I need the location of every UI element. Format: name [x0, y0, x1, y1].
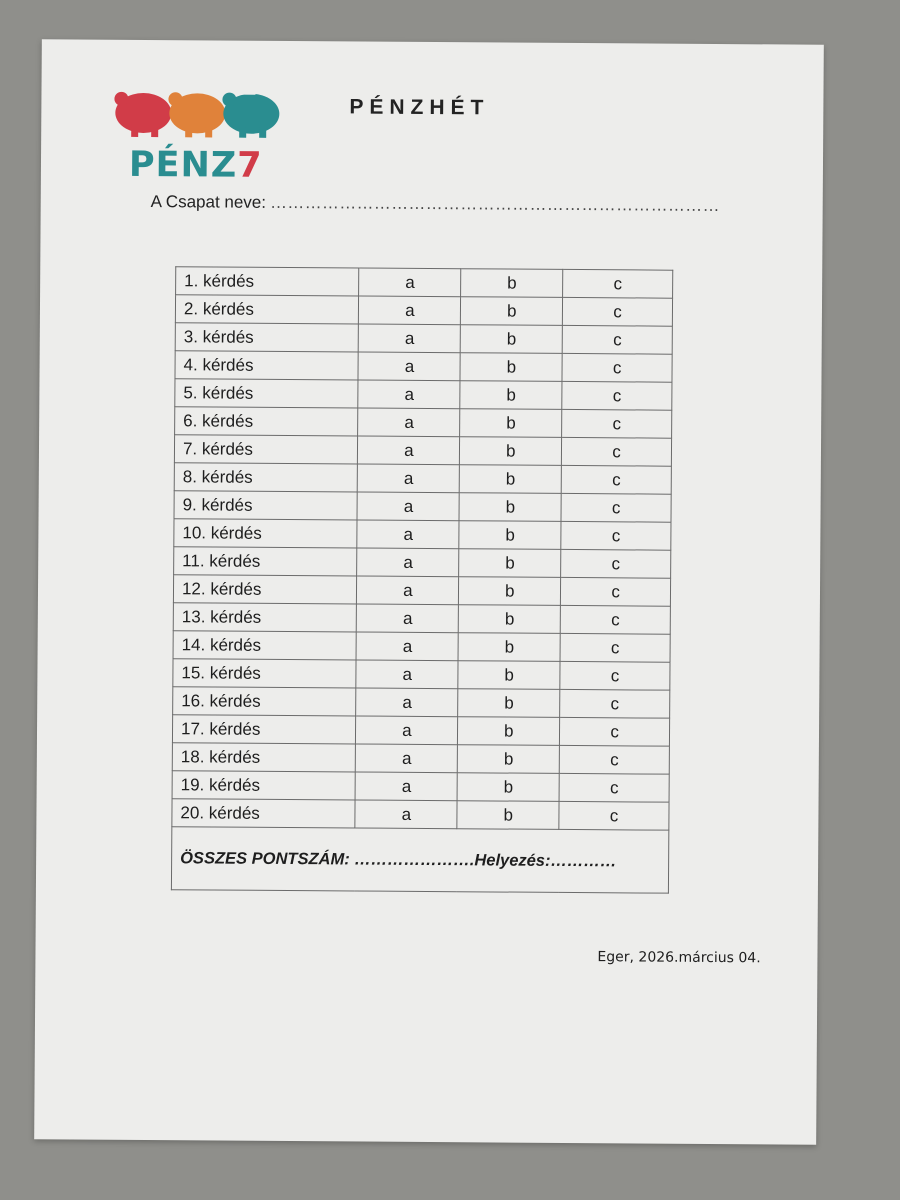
question-label: 8. kérdés — [174, 463, 358, 492]
option-b-cell[interactable]: b — [459, 549, 561, 578]
option-a-cell[interactable]: a — [357, 604, 459, 633]
option-b-cell[interactable]: b — [459, 493, 561, 522]
table-row — [175, 295, 672, 326]
table-row — [175, 351, 672, 382]
table-row — [173, 687, 670, 718]
total-score-and-place: ÖSSZES PONTSZÁM: ………………….Helyezés:………… — [171, 827, 668, 893]
question-label: 16. kérdés — [173, 687, 357, 716]
option-b-cell[interactable]: b — [459, 605, 561, 634]
option-b-cell[interactable]: b — [461, 297, 563, 326]
option-b-cell[interactable]: b — [458, 633, 560, 662]
option-a-cell[interactable]: a — [355, 800, 457, 829]
question-label: 7. kérdés — [174, 435, 358, 464]
option-c-cell[interactable]: c — [562, 325, 672, 354]
option-a-cell[interactable]: a — [359, 296, 461, 325]
option-c-cell[interactable]: c — [562, 381, 672, 410]
answer-sheet — [34, 39, 824, 1144]
option-b-cell[interactable]: b — [459, 521, 561, 550]
option-b-cell[interactable]: b — [459, 577, 561, 606]
question-label: 15. kérdés — [173, 659, 357, 688]
option-a-cell[interactable]: a — [356, 688, 458, 717]
table-row — [175, 379, 672, 410]
question-label: 11. kérdés — [174, 547, 358, 576]
question-label: 14. kérdés — [173, 631, 357, 660]
option-c-cell[interactable]: c — [562, 409, 672, 438]
option-b-cell[interactable]: b — [457, 801, 559, 830]
option-c-cell[interactable]: c — [559, 773, 669, 802]
option-b-cell[interactable]: b — [458, 745, 560, 774]
table-row — [176, 267, 673, 298]
option-a-cell[interactable]: a — [357, 492, 459, 521]
answer-table — [171, 266, 673, 893]
option-b-cell[interactable]: b — [460, 353, 562, 382]
table-row — [172, 799, 669, 830]
team-name-label: A Csapat neve: — [150, 192, 267, 212]
question-label: 20. kérdés — [172, 799, 356, 828]
table-row — [172, 743, 669, 774]
option-c-cell[interactable]: c — [559, 801, 669, 830]
question-label: 1. kérdés — [176, 267, 360, 296]
option-c-cell[interactable]: c — [560, 661, 670, 690]
question-label: 6. kérdés — [175, 407, 359, 436]
table-row — [174, 491, 671, 522]
option-c-cell[interactable]: c — [560, 717, 670, 746]
table-row — [173, 659, 670, 690]
option-b-cell[interactable]: b — [458, 689, 560, 718]
logo-wordmark — [129, 145, 263, 186]
option-b-cell[interactable]: b — [460, 409, 562, 438]
option-b-cell[interactable]: b — [461, 269, 563, 298]
page-title: PÉNZHÉT — [349, 95, 490, 120]
summary-row — [171, 827, 668, 893]
option-c-cell[interactable]: c — [560, 633, 670, 662]
table-row — [173, 631, 670, 662]
question-label: 9. kérdés — [174, 491, 358, 520]
option-a-cell[interactable]: a — [357, 548, 459, 577]
option-b-cell[interactable]: b — [461, 325, 563, 354]
table-row — [174, 435, 671, 466]
option-b-cell[interactable]: b — [460, 381, 562, 410]
option-a-cell[interactable]: a — [357, 520, 459, 549]
option-c-cell[interactable]: c — [561, 493, 671, 522]
option-c-cell[interactable]: c — [560, 689, 670, 718]
option-b-cell[interactable]: b — [458, 661, 560, 690]
question-label: 4. kérdés — [175, 351, 359, 380]
option-c-cell[interactable]: c — [561, 465, 671, 494]
table-row — [173, 575, 670, 606]
option-a-cell[interactable]: a — [356, 744, 458, 773]
option-c-cell[interactable]: c — [562, 353, 672, 382]
team-name-line — [151, 192, 720, 216]
question-label: 19. kérdés — [172, 771, 356, 800]
place-and-date: Eger, 2026.március 04. — [597, 949, 761, 967]
question-label: 18. kérdés — [172, 743, 356, 772]
table-row — [175, 323, 672, 354]
option-a-cell[interactable]: a — [358, 380, 460, 409]
option-a-cell[interactable]: a — [358, 408, 460, 437]
table-row — [172, 715, 669, 746]
table-row — [172, 771, 669, 802]
answer-table-body — [172, 267, 673, 830]
piggy-banks-icon — [111, 85, 286, 146]
option-c-cell[interactable]: c — [561, 549, 671, 578]
option-a-cell[interactable]: a — [359, 324, 461, 353]
question-label: 13. kérdés — [173, 603, 357, 632]
table-row — [175, 407, 672, 438]
option-a-cell[interactable]: a — [356, 660, 458, 689]
logo-wordmark-main: PÉNZ — [128, 144, 238, 186]
option-b-cell[interactable]: b — [458, 717, 560, 746]
option-c-cell[interactable]: c — [563, 269, 673, 298]
question-label: 17. kérdés — [172, 715, 356, 744]
logo-wordmark-accent: 7 — [237, 145, 263, 186]
option-c-cell[interactable]: c — [562, 437, 672, 466]
question-label: 5. kérdés — [175, 379, 359, 408]
question-label: 12. kérdés — [173, 575, 357, 604]
option-a-cell[interactable]: a — [356, 632, 458, 661]
option-b-cell[interactable]: b — [460, 465, 562, 494]
option-a-cell[interactable]: a — [356, 716, 458, 745]
option-c-cell[interactable]: c — [563, 297, 673, 326]
option-b-cell[interactable]: b — [457, 773, 559, 802]
option-a-cell[interactable]: a — [358, 464, 460, 493]
question-label: 3. kérdés — [175, 323, 359, 352]
option-b-cell[interactable]: b — [460, 437, 562, 466]
table-row — [174, 519, 671, 550]
option-c-cell[interactable]: c — [559, 745, 669, 774]
option-c-cell[interactable]: c — [560, 605, 670, 634]
option-a-cell[interactable]: a — [356, 772, 458, 801]
question-label: 2. kérdés — [175, 295, 359, 324]
option-a-cell[interactable]: a — [358, 352, 460, 381]
team-name-blank: …………………………………………………………………… — [269, 192, 720, 216]
question-label: 10. kérdés — [174, 519, 358, 548]
penz7-logo — [111, 85, 287, 196]
option-a-cell[interactable]: a — [357, 576, 459, 605]
option-a-cell[interactable]: a — [359, 268, 461, 297]
option-c-cell[interactable]: c — [561, 521, 671, 550]
table-row — [174, 547, 671, 578]
option-c-cell[interactable]: c — [561, 577, 671, 606]
option-a-cell[interactable]: a — [358, 436, 460, 465]
table-row — [173, 603, 670, 634]
table-row — [174, 463, 671, 494]
